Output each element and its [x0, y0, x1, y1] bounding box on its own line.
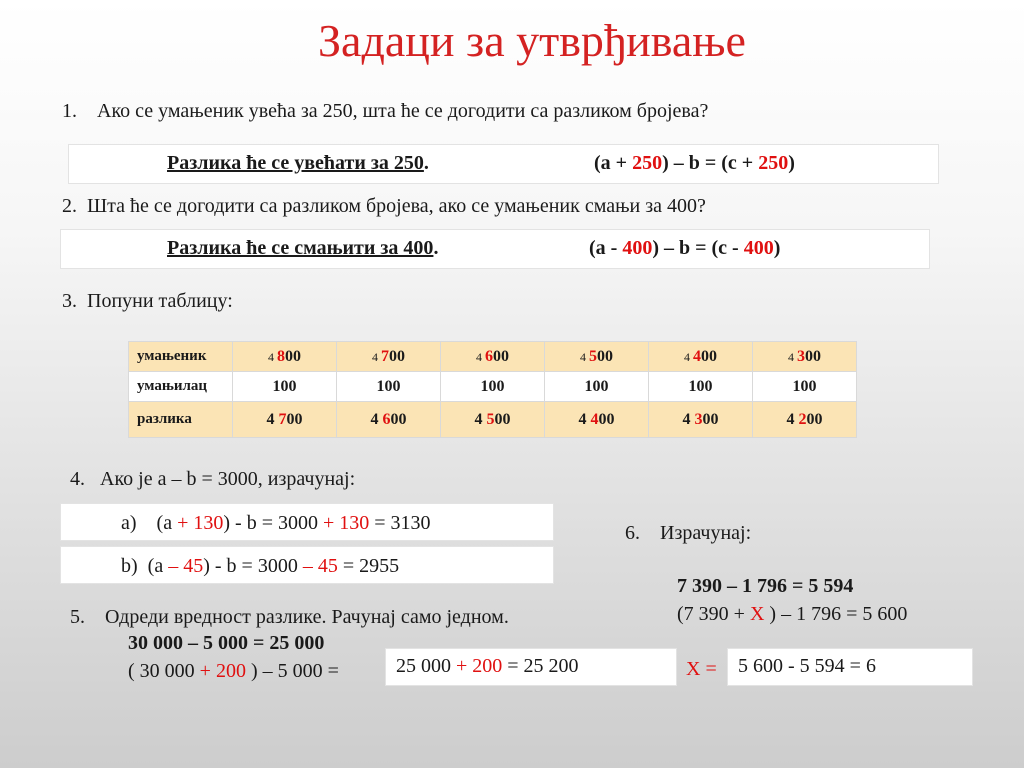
- answer-box-1: [68, 144, 939, 184]
- question-2: [62, 195, 706, 218]
- question-number: 4.: [70, 468, 85, 490]
- table-cell: 4 200: [753, 402, 857, 438]
- table-cell: 4 500: [441, 402, 545, 438]
- answer-box-2: [60, 229, 930, 269]
- answer-box-5: [385, 648, 677, 686]
- question-text: Шта ће се догодити са разликом бројева, ако се умањеник смањи за 400?: [87, 195, 706, 217]
- table-row: [129, 372, 857, 402]
- table-cell: 100: [233, 372, 337, 402]
- table-cell: 4 400: [545, 402, 649, 438]
- table-cell: 100: [649, 372, 753, 402]
- answer-box-4a: [60, 503, 554, 541]
- answer-box-6: [727, 648, 973, 686]
- row-label: разлика: [129, 402, 233, 438]
- q6-line2: (7 390 + X ) – 1 796 = 5 600: [677, 603, 908, 625]
- q5-line1: 30 000 – 5 000 = 25 000: [128, 632, 325, 654]
- question-3: [62, 290, 233, 313]
- question-number: 2.: [62, 195, 77, 217]
- table-cell: 100: [441, 372, 545, 402]
- row-label: умањилац: [129, 372, 233, 402]
- page-title: Задаци за утврђивање: [318, 15, 746, 66]
- table-cell: 4 600: [441, 342, 545, 372]
- question-text: Ако се умањеник увећа за 250, шта ће се догодити са разликом бројева?: [97, 100, 709, 122]
- table-cell: 4 400: [649, 342, 753, 372]
- answer-4a: a) (a + 130) - b = 3000 + 130 = 3130: [121, 512, 431, 534]
- subtraction-table: [128, 341, 857, 438]
- answer-1-formula: (a + 250) – b = (c + 250): [594, 152, 795, 174]
- question-text: Одреди вредност разлике. Рачунај само једном.: [105, 606, 509, 628]
- table-cell: 100: [545, 372, 649, 402]
- answer-5: 25 000 + 200 = 25 200: [396, 655, 579, 677]
- table-cell: 4 300: [649, 402, 753, 438]
- row-label: умањеник: [129, 342, 233, 372]
- table-cell: 100: [337, 372, 441, 402]
- question-number: 3.: [62, 290, 77, 312]
- question-text: Израчунај:: [660, 522, 752, 544]
- table-row: [129, 402, 857, 438]
- question-6: [625, 522, 751, 545]
- question-text: Ако је a – b = 3000, израчунај:: [100, 468, 356, 490]
- table-cell: 4 700: [337, 342, 441, 372]
- q5-line2: ( 30 000 + 200 ) – 5 000 =: [128, 660, 339, 682]
- q6-line1: 7 390 – 1 796 = 5 594: [677, 575, 854, 597]
- x-label: X =: [686, 658, 717, 680]
- answer-1-text: Разлика ће се увећати за 250.: [167, 152, 429, 174]
- table-cell: 4 500: [545, 342, 649, 372]
- table-cell: 4 300: [753, 342, 857, 372]
- answer-2-formula: (a - 400) – b = (c - 400): [589, 237, 781, 259]
- answer-box-4b: [60, 546, 554, 584]
- table-cell: 4 800: [233, 342, 337, 372]
- question-5: [70, 606, 509, 629]
- table-row: [129, 342, 857, 372]
- question-1: [62, 100, 708, 123]
- answer-6: 5 600 - 5 594 = 6: [738, 655, 876, 677]
- answer-2-text: Разлика ће се смањити за 400.: [167, 237, 439, 259]
- question-4: [70, 468, 355, 491]
- question-number: 6.: [625, 522, 640, 544]
- question-number: 5.: [70, 606, 85, 628]
- question-number: 1.: [62, 100, 77, 122]
- answer-4b: b) (a – 45) - b = 3000 – 45 = 2955: [121, 555, 400, 577]
- question-text: Попуни таблицу:: [87, 290, 233, 312]
- table-cell: 100: [753, 372, 857, 402]
- table-cell: 4 700: [233, 402, 337, 438]
- table-cell: 4 600: [337, 402, 441, 438]
